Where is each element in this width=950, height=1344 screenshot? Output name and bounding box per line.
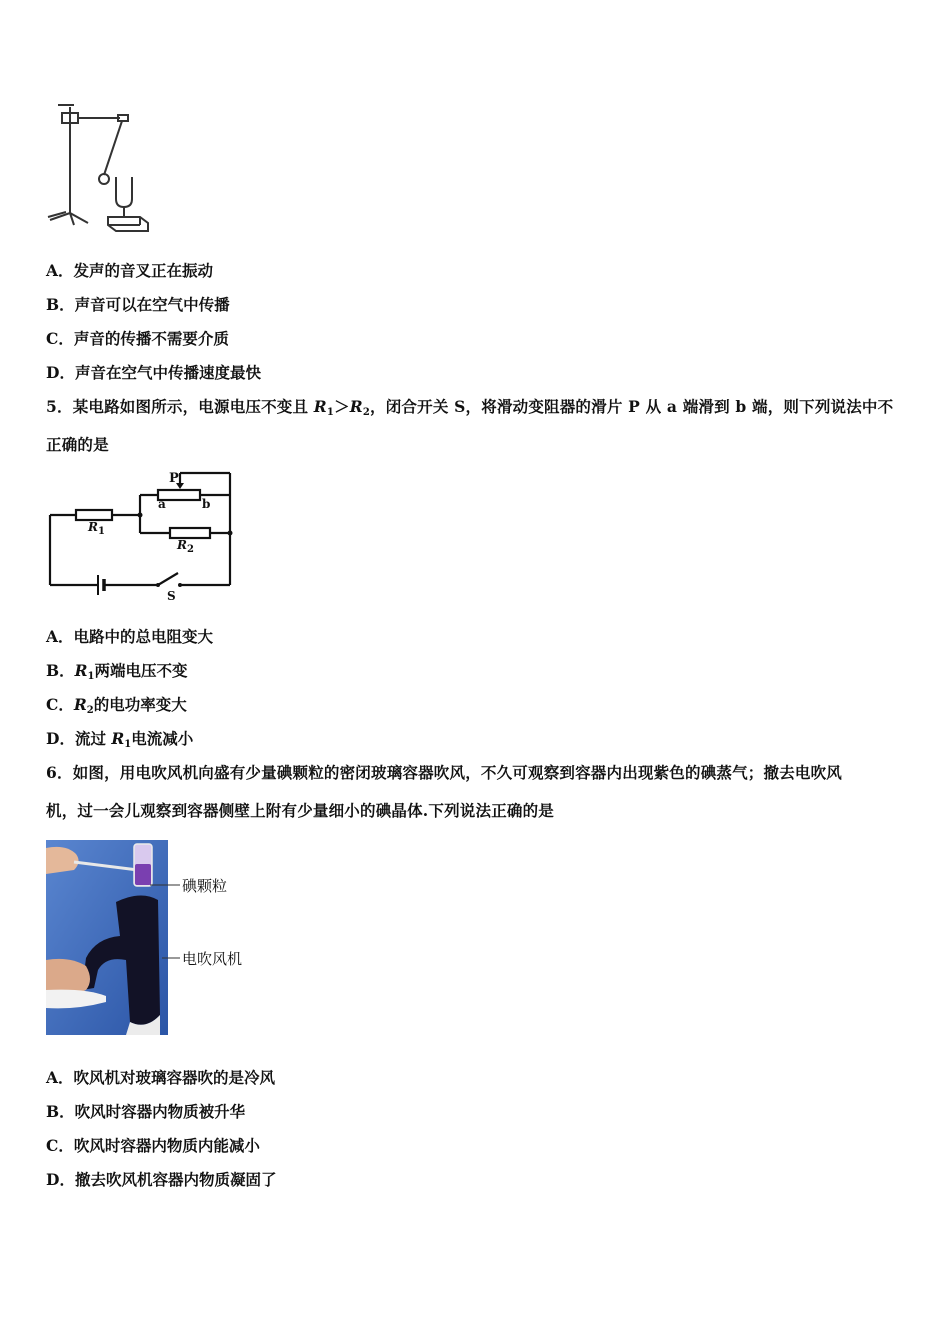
q5-option-c: C．$R_2$的电功率变大 (46, 695, 187, 716)
q4-option-c: C．声音的传播不需要介质 (46, 329, 229, 348)
rheostat-end-a: a (158, 497, 166, 511)
q6-option-b: B．吹风时容器内物质被升华 (46, 1102, 246, 1121)
q5-option-b: B．$R_1$两端电压不变 (46, 661, 188, 682)
circuit-diagram (40, 465, 240, 610)
resistor-r2-label: $R_2$ (177, 538, 194, 555)
label-iodine-particles: 碘颗粒 (182, 877, 228, 895)
q6-option-c: C．吹风时容器内物质内能减小 (46, 1136, 260, 1155)
q5-option-d: D．流过 $R_1$电流减小 (46, 729, 194, 750)
slider-label-p: P (169, 471, 179, 486)
resistor-r1-label: $R_1$ (88, 520, 105, 537)
q6-stem-line2: 机，过一会儿观察到容器侧壁上附有少量细小的碘晶体.下列说法正确的是 (46, 801, 554, 820)
switch-label-s: S (167, 589, 176, 603)
tuning-fork-figure (40, 95, 160, 240)
q5-stem-line2: 正确的是 (46, 435, 109, 454)
q4-option-a: A．发声的音叉正在振动 (46, 261, 214, 280)
q6-option-a: A．吹风机对玻璃容器吹的是冷风 (46, 1068, 276, 1087)
q5-stem-line1: 5．某电路如图所示，电源电压不变且 $R_1>R_2$，闭合开关 S，将滑动变阻器的滑片 P 从 a 端滑到 b 端，则下列说法中不 (46, 397, 894, 418)
label-hair-dryer: 电吹风机 (182, 950, 243, 968)
rheostat-end-b: b (202, 497, 211, 511)
circuit-wires (40, 465, 240, 610)
q5-option-a: A．电路中的总电阻变大 (46, 627, 214, 646)
q6-stem-line1: 6．如图，用电吹风机向盛有少量碘颗粒的密闭玻璃容器吹风，不久可观察到容器内出现紫色的碘蒸气；撤去电吹风 (46, 763, 842, 782)
q6-option-d: D．撤去吹风机容器内物质凝固了 (46, 1170, 277, 1189)
q4-option-b: B．声音可以在空气中传播 (46, 295, 230, 314)
q4-option-d: D．声音在空气中传播速度最快 (46, 363, 261, 382)
photo-label-leaders (150, 875, 182, 965)
